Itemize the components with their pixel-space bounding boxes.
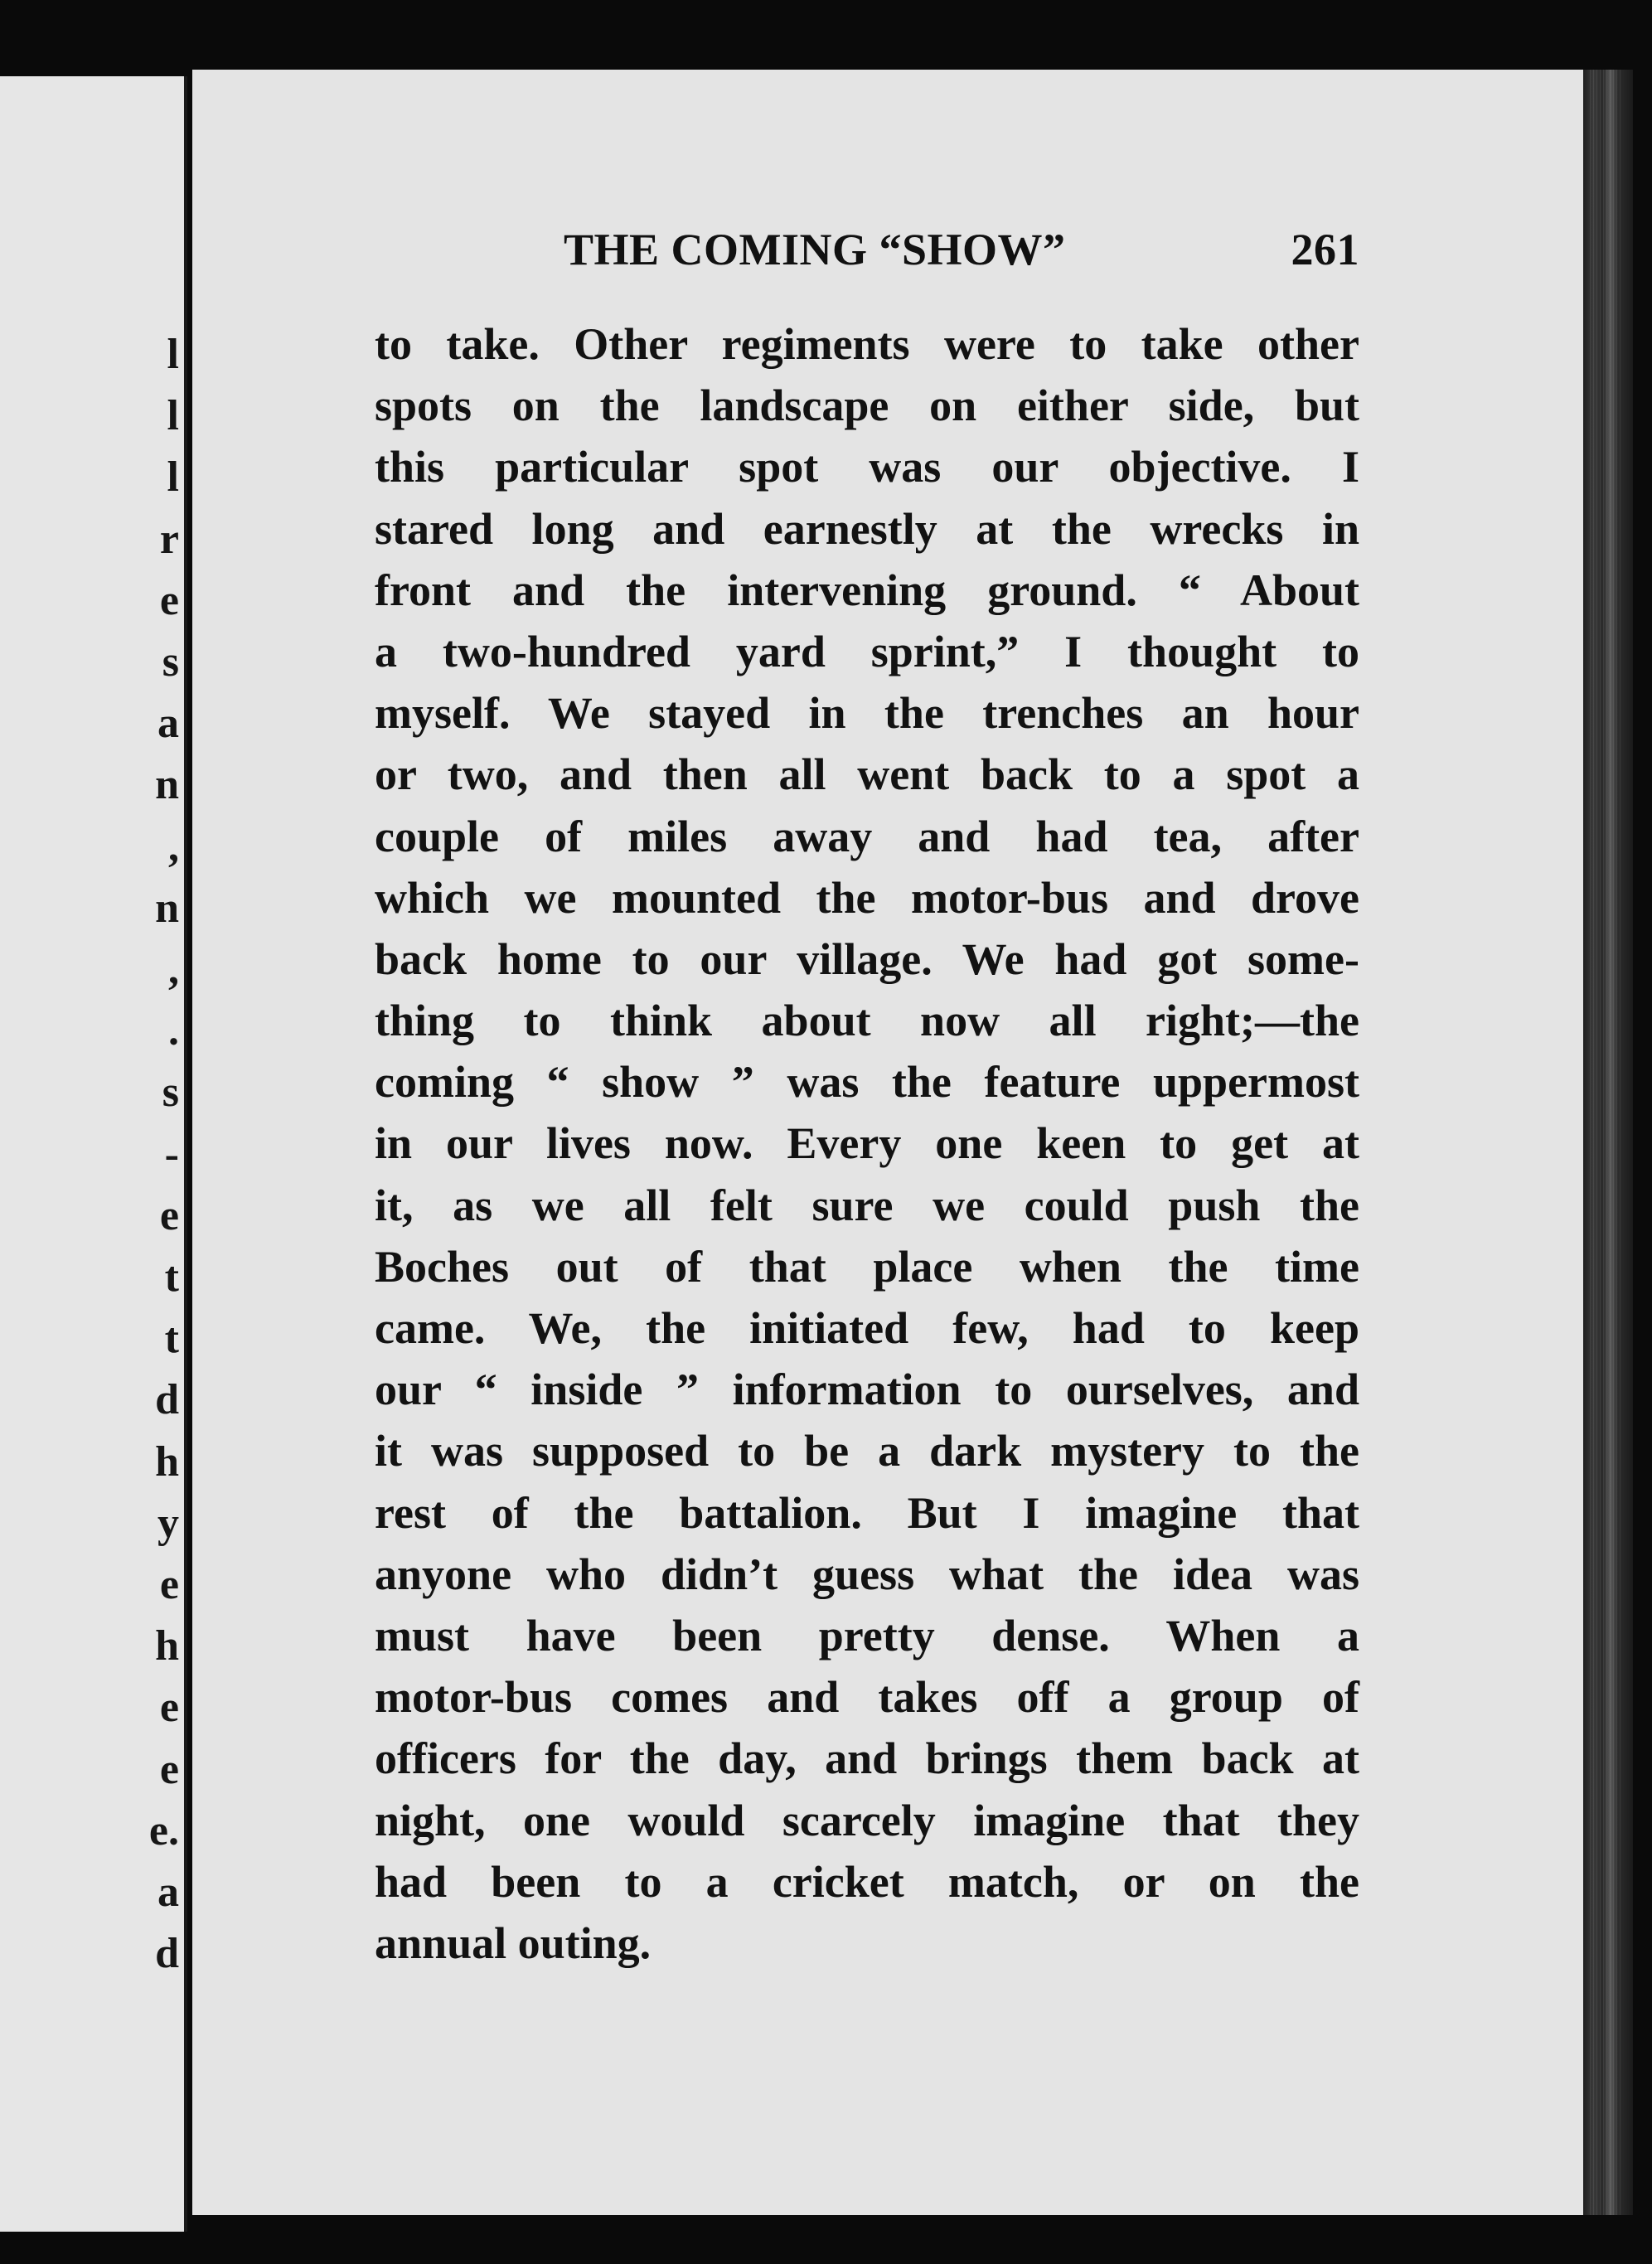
text-line: thing to think about now all right;—the — [375, 996, 1359, 1046]
text-line: back home to our village. We had got some- — [375, 933, 1359, 984]
text-line: motor-bus comes and takes off a group of — [375, 1672, 1359, 1723]
text-line: had been to a cricket match, or on the — [375, 1856, 1359, 1907]
text-line: our “ inside ” information to ourselves, and — [375, 1365, 1359, 1415]
left-page-fragment-char: e — [159, 1684, 179, 1732]
text-line: Boches out of that place when the time — [375, 1241, 1359, 1292]
text-line: coming “ show ” was the feature uppermost — [375, 1057, 1359, 1108]
left-page-fragment-char: e — [159, 1561, 179, 1608]
text-line: it, as we all felt sure we could push the — [375, 1180, 1359, 1230]
text-line: officers for the day, and brings them back at — [375, 1733, 1359, 1784]
left-page-fragment-char: . — [168, 1007, 179, 1055]
left-page-fragment-char: t — [164, 1253, 179, 1301]
text-line: stared long and earnestly at the wrecks in — [375, 503, 1359, 554]
left-page-fragment-char: a — [157, 1869, 179, 1916]
text-line: a two-hundred yard sprint,” I thought to — [375, 626, 1359, 676]
text-line: came. We, the initiated few, had to keep — [375, 1303, 1359, 1353]
text-line: it was supposed to be a dark mystery to the — [375, 1426, 1359, 1476]
left-page-fragment-char: e. — [148, 1806, 179, 1854]
left-page-fragment-char: s — [162, 1069, 179, 1117]
left-page-fragment-char: r — [159, 515, 179, 563]
left-page-fragment-char: y — [157, 1499, 179, 1547]
left-page-fragment-char: e — [159, 1745, 179, 1793]
left-page-fragment-char: s — [162, 638, 179, 686]
page-number: 261 — [1291, 225, 1359, 274]
text-line: night, one would scarcely imagine that they — [375, 1795, 1359, 1845]
text-line: myself. We stayed in the trenches an hour — [375, 688, 1359, 739]
left-facing-page — [0, 76, 187, 2232]
left-page-fragment-char: - — [164, 1130, 179, 1178]
text-line: front and the intervening ground. “ About — [375, 565, 1359, 615]
running-head — [564, 224, 1359, 287]
text-line: rest of the battalion. But I imagine that — [375, 1487, 1359, 1538]
left-page-fragment-char: n — [155, 884, 179, 932]
left-page-fragment-char: , — [168, 946, 179, 993]
text-line: spots on the landscape on either side, but — [375, 381, 1359, 431]
text-line: must have been pretty dense. When a — [375, 1610, 1359, 1660]
text-line: annual outing. — [375, 1917, 652, 1968]
body-paragraph — [375, 313, 1359, 1974]
text-line: which we mounted the motor-bus and drove — [375, 872, 1359, 923]
left-page-fragment-char: a — [157, 700, 179, 748]
left-page-fragment-char: l — [167, 392, 179, 440]
left-page-fragment-char: h — [155, 1622, 179, 1670]
left-page-fragment-char: l — [167, 331, 179, 378]
left-page-fragment-char: d — [155, 1930, 179, 1978]
text-line: to take. Other regiments were to take other — [375, 319, 1359, 369]
text-line: in our lives now. Every one keen to get at — [375, 1118, 1359, 1169]
left-page-fragment-char: d — [155, 1376, 179, 1424]
left-page-fragment-char: h — [155, 1437, 179, 1486]
text-line: couple of miles away and had tea, after — [375, 811, 1359, 861]
text-line: anyone who didn’t guess what the idea was — [375, 1549, 1359, 1599]
text-line: this particular spot was our objective. I — [375, 442, 1359, 492]
left-page-fragment-char: n — [155, 761, 179, 809]
text-line: or two, and then all went back to a spot a — [375, 749, 1359, 800]
left-page-fragment-char: e — [159, 576, 179, 624]
left-page-fragment-char: l — [167, 453, 179, 502]
page-stack-edge-lines — [1590, 70, 1623, 2215]
left-page-fragment-char: t — [164, 1315, 179, 1363]
left-page-fragment-char: , — [168, 822, 179, 870]
running-head-title: THE COMING “SHOW” — [564, 225, 1066, 274]
left-page-edge-text — [0, 76, 184, 2232]
left-page-fragment-char: e — [159, 1191, 179, 1239]
